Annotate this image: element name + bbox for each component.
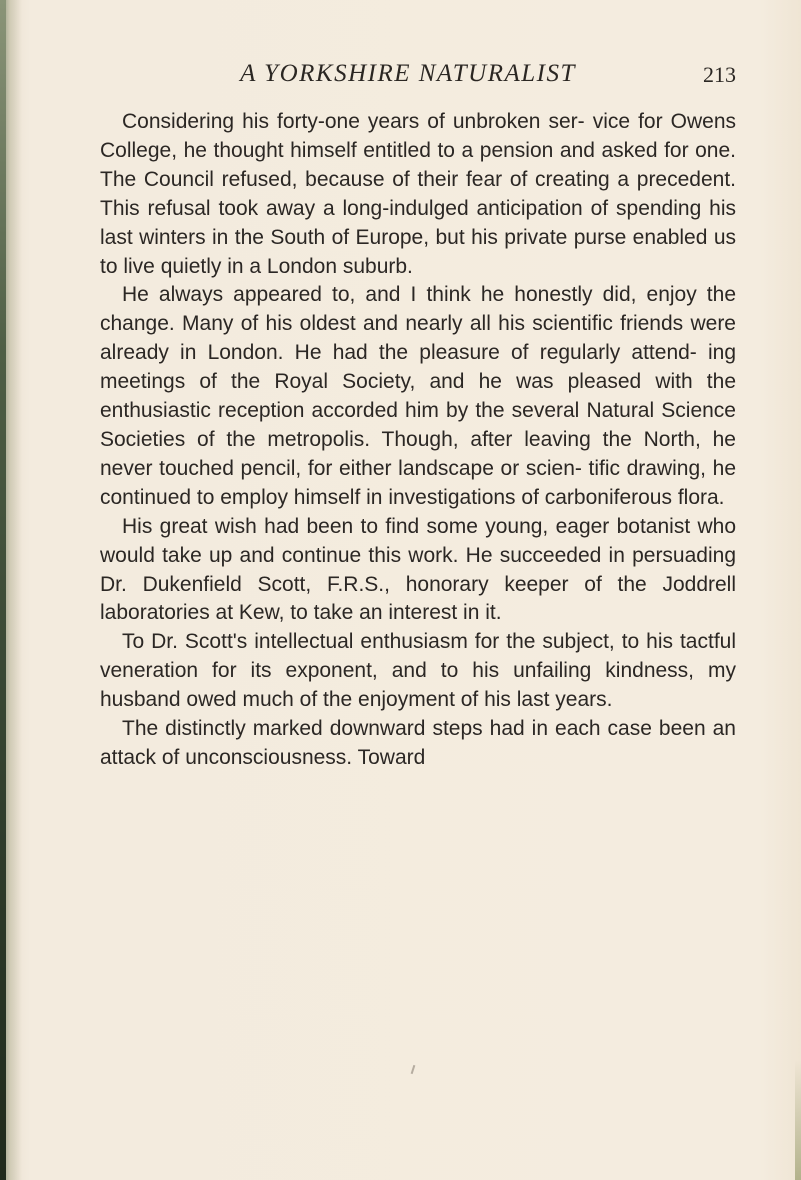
page-number: 213 [703,62,736,87]
paragraph: He always appeared to, and I think he honestly did, enjoy the change. Many of his oldest and nearly all his scientific friends were already in London. He had the pleasure of regularly attend- ing meetings of the Royal Society, and he was pleased with the enthusiastic reception accorded him by the several Natural Science Societies of the metropolis. Though, after leaving the North, he never touched pencil, for either landscape or scien- tific drawing, he continued to employ himself in investigations of carboniferous flora. [100,283,736,509]
stray-pencil-mark [411,1065,416,1074]
paragraph: To Dr. Scott's intellectual enthusiasm for the subject, to his tactful veneration for its exponent, and to his unfailing kindness, my husband owed much of the enjoyment of his last years. [100,630,736,712]
paragraph: His great wish had been to find some young, eager botanist who would take up and continue this work. He succeeded in persuading Dr. Dukenfield Scott, F.R.S., honorary keeper of the Joddrell laboratories at Kew, to take an interest in it. [100,514,736,625]
binding-edge [0,0,6,1180]
body-text [100,108,736,773]
paragraph: The distinctly marked downward steps had in each case been an attack of unconsciousness. Toward [100,717,736,769]
page-edge-stain [795,1060,801,1180]
running-head [80,60,736,94]
running-title: A YORKSHIRE NATURALIST [240,60,576,87]
paragraph: Considering his forty-one years of unbroken ser- vice for Owens College, he thought himself entitled to a pension and asked for one. The Council refused, because of their fear of creating a precedent. This refusal took away a long-indulged anticipation of spending his last winters in the South of Europe, but his private purse enabled us to live quietly in a London suburb. [100,110,736,278]
